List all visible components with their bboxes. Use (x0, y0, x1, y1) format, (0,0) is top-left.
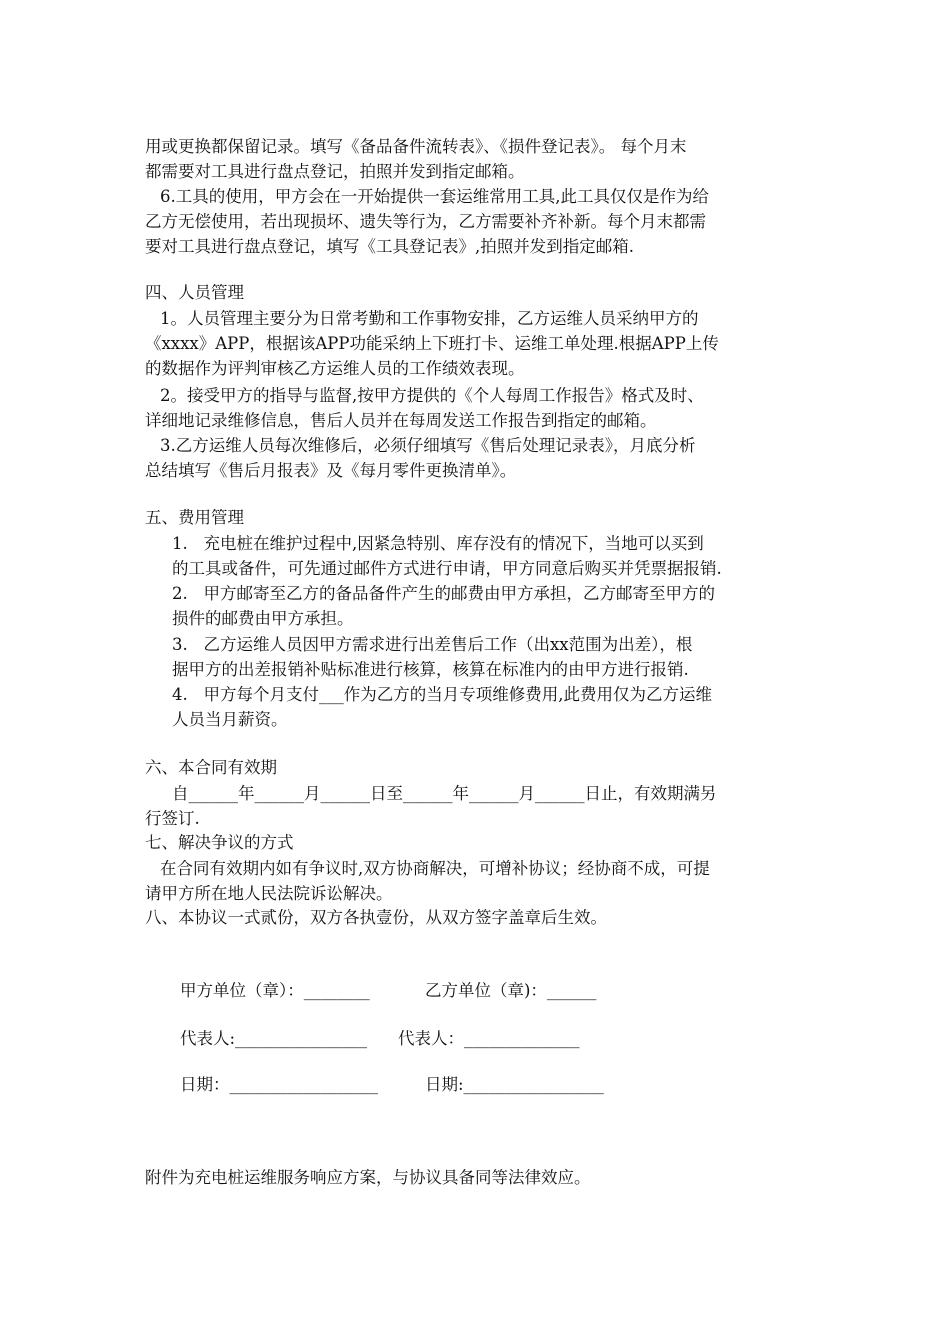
dispute-line: 在合同有效期内如有争议时,双方协商解决，可增补协议；经协商不成，可提 (160, 859, 710, 878)
paragraph-line: 都需要对工具进行盘点登记，拍照并发到指定邮箱。 (145, 162, 525, 181)
party-b-representative-field: 代表人：______________ (398, 1029, 580, 1048)
paragraph-line: 损件的邮费由甲方承担。 (172, 609, 354, 628)
party-a-representative-field: 代表人:________________ (180, 1029, 368, 1048)
paragraph-line: 行签订. (145, 809, 200, 828)
attachment-note: 附件为充电桩运维服务响应方案，与协议具备同等法律效应。 (145, 1168, 591, 1187)
item-2-line: 2。接受甲方的指导与监督,按甲方提供的《个人每周工作报告》格式及时、 (160, 386, 704, 405)
validity-line: 自______年______月______日至______年______月______日止，有效期满另 (172, 784, 717, 803)
section-heading-7: 七、解决争议的方式 (145, 833, 294, 852)
item-6-line: 6.工具的使用，甲方会在一开始提供一套运维常用工具,此工具仅仅是作为给 (160, 187, 709, 206)
section-heading-4: 四、人员管理 (145, 283, 244, 302)
party-b-unit-field: 乙方单位（章)：______ (425, 981, 597, 1000)
fee-item-1: 1. 充电桩在维护过程中,因紧急特别、库存没有的情况下，当地可以买到 (172, 534, 704, 553)
party-a-date-field: 日期：__________________ (180, 1075, 378, 1094)
paragraph-line: 用或更换都保留记录。填写《备品备件流转表》、《损件登记表》。 每个月末 (145, 137, 687, 156)
item-1-line: 1。人员管理主要分为日常考勤和工作事物安排，乙方运维人员采纳甲方的 (160, 309, 699, 328)
fee-item-3: 3. 乙方运维人员因甲方需求进行出差售后工作（出xx范围为出差），根 (172, 635, 693, 654)
paragraph-line: 请甲方所在地人民法院诉讼解决。 (145, 884, 393, 903)
paragraph-line: 要对工具进行盘点登记，填写《工具登记表》,拍照并发到指定邮箱. (145, 237, 634, 256)
section-heading-5: 五、费用管理 (145, 508, 244, 527)
section-heading-8: 八、本协议一式贰份，双方各执壹份，从双方签字盖章后生效。 (145, 908, 607, 927)
paragraph-line: 乙方无偿使用，若出现损坏、遗失等行为，乙方需要补齐补新。每个月末都需 (145, 212, 706, 231)
paragraph-line: 总结填写《售后月报表》及《每月零件更换清单》。 (145, 461, 517, 480)
paragraph-line: 《xxxx》APP，根据该APP功能采纳上下班打卡、运维工单处理.根据APP上传 (145, 334, 719, 353)
item-3-line: 3.乙方运维人员每次维修后，必须仔细填写《售后处理记录表》，月底分析 (160, 436, 696, 455)
paragraph-line: 据甲方的出差报销补贴标准进行核算，核算在标准内的由甲方进行报销. (172, 660, 689, 679)
paragraph-line: 详细地记录维修信息，售后人员并在每周发送工作报告到指定的邮箱。 (145, 411, 657, 430)
party-b-date-field: 日期:_________________ (425, 1075, 604, 1094)
section-heading-6: 六、本合同有效期 (145, 758, 277, 777)
fee-item-4: 4. 甲方每个月支付___作为乙方的当月专项维修费用,此费用仅为乙方运维 (172, 685, 712, 704)
paragraph-line: 的工具或备件，可先通过邮件方式进行申请，甲方同意后购买并凭票据报销. (172, 559, 722, 578)
paragraph-line: 的数据作为评判审核乙方运维人员的工作绩效表现。 (145, 359, 525, 378)
paragraph-line: 人员当月薪资。 (172, 710, 288, 729)
fee-item-2: 2. 甲方邮寄至乙方的备品备件产生的邮费由甲方承担，乙方邮寄至甲方的 (172, 584, 715, 603)
party-a-unit-field: 甲方单位（章）：________ (180, 981, 370, 1000)
